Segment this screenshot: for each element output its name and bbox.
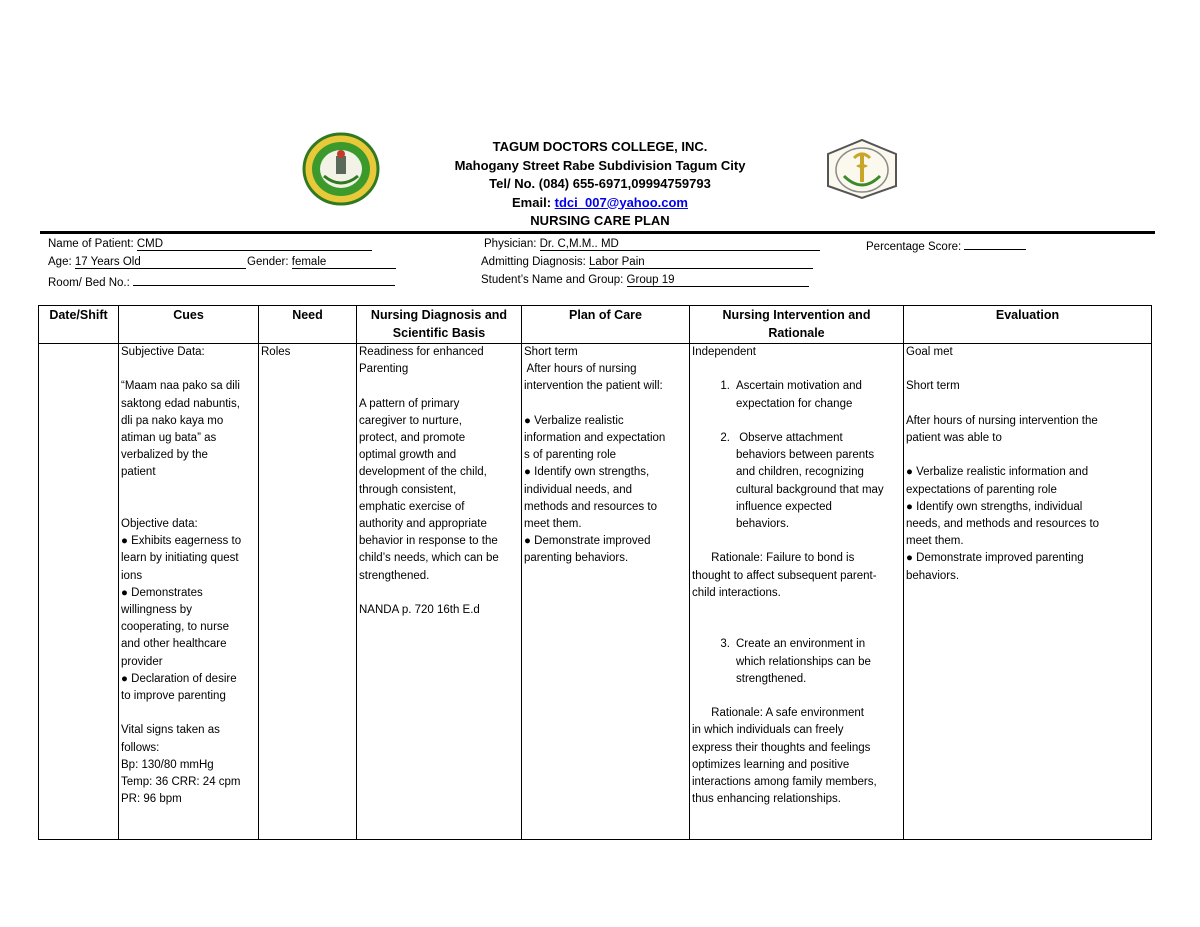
spacer [121, 499, 258, 516]
college-telephone: Tel/ No. (084) 655-6971,09994759793 [489, 176, 711, 191]
intervention-line: which relationships can be [736, 655, 871, 668]
need-cell [259, 344, 357, 840]
spacer [121, 361, 258, 378]
gender-value: female [292, 256, 396, 269]
room-bed-blank [133, 273, 395, 286]
nursing-care-plan-table [38, 305, 1152, 840]
evaluation-line: ● Demonstrate improved parenting [906, 552, 1084, 565]
nanda-reference: NANDA p. 720 16th E.d [359, 604, 480, 617]
plan-line: information and expectation [524, 432, 666, 444]
spacer [692, 413, 903, 430]
physician-value: Dr. C,M.M.. MD [540, 238, 820, 251]
objective-data-label: Objective data: [121, 517, 198, 530]
college-address: Mahogany Street Rabe Subdivision Tagum City [454, 157, 746, 173]
diagnosis-cell [357, 344, 522, 840]
rationale-line: in which individuals can freely [692, 724, 844, 737]
intervention-line: strengthened. [736, 672, 807, 685]
cue-line: Vital signs taken as [121, 724, 220, 737]
plan-of-care-cell [522, 344, 690, 840]
cue-line: ● Demonstrates [121, 586, 203, 599]
cue-line: learn by initiating quest [121, 552, 239, 565]
plan-line: ● Verbalize realistic [524, 414, 624, 427]
college-name: TAGUM DOCTORS COLLEGE, INC. [492, 139, 708, 154]
spacer [121, 482, 258, 499]
email-link[interactable]: tdci_007@yahoo.com [554, 194, 688, 210]
room-bed-label: Room/ Bed No.: [48, 277, 134, 289]
subjective-data-label: Subjective Data: [121, 346, 205, 358]
diagnosis-line: authority and appropriate [359, 518, 487, 531]
email-label: Email: [512, 194, 555, 210]
plan-line: ● Demonstrate improved [524, 535, 651, 548]
cue-line: dli pa nako kaya mo [121, 414, 224, 427]
spacer [524, 396, 689, 413]
plan-line: parenting behaviors. [524, 552, 629, 565]
rationale-line: optimizes learning and positive [692, 758, 850, 771]
document-title: NURSING CARE PLAN [530, 213, 670, 228]
intervention-line: and children, recognizing [736, 466, 864, 479]
spacer [906, 447, 1151, 464]
header-plan-of-care: Plan of Care [522, 306, 690, 344]
cues-cell [119, 344, 259, 840]
spacer [359, 378, 521, 395]
intervention-line: cultural background that may [736, 483, 884, 496]
patient-name-label: Name of Patient: [48, 238, 137, 250]
admitting-diagnosis-value: Labor Pain [589, 256, 813, 269]
diagnosis-line: development of the child, [359, 466, 487, 479]
intervention-item-2 [692, 430, 903, 447]
percentage-score-blank [964, 237, 1026, 250]
rationale-line: thus enhancing relationships. [692, 793, 841, 806]
evaluation-line: expectations of parenting role [906, 483, 1057, 496]
evaluation-line: ● Identify own strengths, individual [906, 500, 1083, 513]
patient-name-value: CMD [137, 238, 372, 251]
intervention-number: 2. [720, 431, 730, 444]
plan-line: Short term [524, 346, 578, 358]
table-row [39, 344, 1152, 840]
header-need: Need [259, 306, 357, 344]
intervention-line: influence expected [736, 500, 832, 513]
percentage-score-field [866, 237, 1026, 254]
header-evaluation: Evaluation [904, 306, 1152, 344]
plan-line: s of parenting role [524, 449, 617, 462]
plan-line: individual needs, and [524, 483, 633, 496]
evaluation-line: needs, and methods and resources to [906, 517, 1100, 530]
age-value: 17 Years Old [75, 256, 246, 269]
diagnosis-line: child’s needs, which can be [359, 552, 499, 565]
physician-field [484, 237, 820, 251]
plan-line: ● Identify own strengths, [524, 466, 650, 479]
cue-line: verbalized by the [121, 449, 208, 462]
rationale-line: interactions among family members, [692, 775, 877, 788]
intervention-number: 1. [720, 380, 730, 393]
plan-line: After hours of nursing [524, 363, 637, 376]
spacer [692, 533, 903, 550]
cue-line: willingness by [121, 604, 192, 616]
intervention-line: Create an environment in [736, 638, 866, 651]
age-field [48, 255, 246, 269]
cue-line: patient [121, 466, 156, 479]
intervention-line: behaviors between parents [736, 449, 875, 462]
plan-line: meet them. [524, 518, 582, 531]
spacer [692, 602, 903, 619]
cue-line: and other healthcare [121, 638, 227, 651]
evaluation-line: After hours of nursing intervention the [906, 414, 1098, 427]
student-group-field [481, 273, 809, 287]
evaluation-cell [904, 344, 1152, 840]
spacer [692, 688, 903, 705]
admitting-diagnosis-label: Admitting Diagnosis: [481, 256, 590, 268]
header-nursing-intervention: Nursing Intervention and Rationale [690, 306, 904, 344]
cue-line: cooperating, to nurse [121, 621, 230, 634]
diagnosis-line: behavior in response to the [359, 535, 498, 548]
cue-line: follows: [121, 741, 160, 754]
header-cues: Cues [119, 306, 259, 344]
rationale-line: thought to affect subsequent parent- [692, 569, 877, 582]
evaluation-line: behaviors. [906, 569, 960, 582]
spacer [906, 396, 1151, 413]
diagnosis-line: optimal growth and [359, 449, 457, 462]
college-email [0, 194, 1200, 213]
intervention-cell [690, 344, 904, 840]
vital-sign-pr: PR: 96 bpm [121, 793, 182, 806]
spacer [121, 705, 258, 722]
cue-line: to improve parenting [121, 690, 226, 703]
spacer [692, 361, 903, 378]
diagnosis-line: A pattern of primary [359, 397, 460, 410]
need-value: Roles [261, 346, 291, 358]
diagnosis-line: through consistent, [359, 483, 457, 496]
cue-line: provider [121, 655, 163, 668]
percentage-score-label: Percentage Score: [866, 241, 965, 253]
cue-line: saktong edad nabuntis, [121, 397, 240, 410]
rationale-line: child interactions. [692, 586, 781, 599]
table-header-row [39, 306, 1152, 344]
header-divider [40, 231, 1155, 234]
intervention-line: Ascertain motivation and [736, 380, 862, 393]
rationale-line: Rationale: Failure to bond is [692, 552, 855, 565]
student-group-label: Student’s Name and Group: [481, 274, 627, 286]
diagnosis-line: emphatic exercise of [359, 500, 465, 513]
plan-line: methods and resources to [524, 500, 657, 513]
header-nursing-diagnosis: Nursing Diagnosis and Scientific Basis [357, 306, 522, 344]
evaluation-line: Short term [906, 380, 960, 393]
gender-label: Gender: [247, 256, 292, 268]
evaluation-line: Goal met [906, 346, 953, 358]
evaluation-line: ● Verbalize realistic information and [906, 466, 1089, 479]
intervention-line: behaviors. [736, 518, 790, 530]
intervention-line: Observe attachment [736, 431, 843, 444]
diagnosis-line: strengthened. [359, 569, 430, 582]
date-shift-cell [39, 344, 119, 840]
diagnosis-line: Readiness for enhanced [359, 346, 484, 358]
patient-name-field [48, 237, 372, 251]
vital-sign-temp: Temp: 36 CRR: 24 cpm [121, 776, 241, 789]
spacer [359, 585, 521, 602]
gender-field [247, 255, 396, 269]
physician-label: Physician: [484, 238, 540, 250]
intervention-line: expectation for change [736, 397, 853, 410]
diagnosis-line: protect, and promote [359, 432, 466, 444]
cue-line: ● Declaration of desire [121, 672, 237, 685]
evaluation-line: patient was able to [906, 431, 1002, 444]
admitting-diagnosis-field [481, 255, 813, 269]
room-bed-field [48, 273, 395, 290]
intervention-item-1 [692, 378, 903, 395]
age-label: Age: [48, 256, 75, 268]
spacer [692, 619, 903, 636]
vital-sign-bp: Bp: 130/80 mmHg [121, 758, 214, 771]
evaluation-line: meet them. [906, 535, 964, 548]
cue-line: ● Exhibits eagerness to [121, 535, 242, 548]
intervention-item-3 [692, 636, 903, 653]
intervention-number: 3. [720, 638, 730, 651]
cue-line: “Maam naa pako sa dili [121, 380, 240, 393]
student-group-value: Group 19 [627, 274, 809, 287]
independent-label: Independent [692, 346, 756, 358]
cue-line: atiman ug bata” as [121, 432, 217, 444]
document-header [0, 138, 1200, 231]
header-date-shift: Date/Shift [39, 306, 119, 344]
rationale-line: express their thoughts and feelings [692, 741, 871, 754]
spacer [906, 361, 1151, 378]
diagnosis-line: Parenting [359, 363, 409, 376]
plan-line: intervention the patient will: [524, 380, 663, 393]
rationale-line: Rationale: A safe environment [692, 707, 864, 720]
diagnosis-line: caregiver to nurture, [359, 414, 462, 427]
cue-line: ions [121, 569, 143, 582]
